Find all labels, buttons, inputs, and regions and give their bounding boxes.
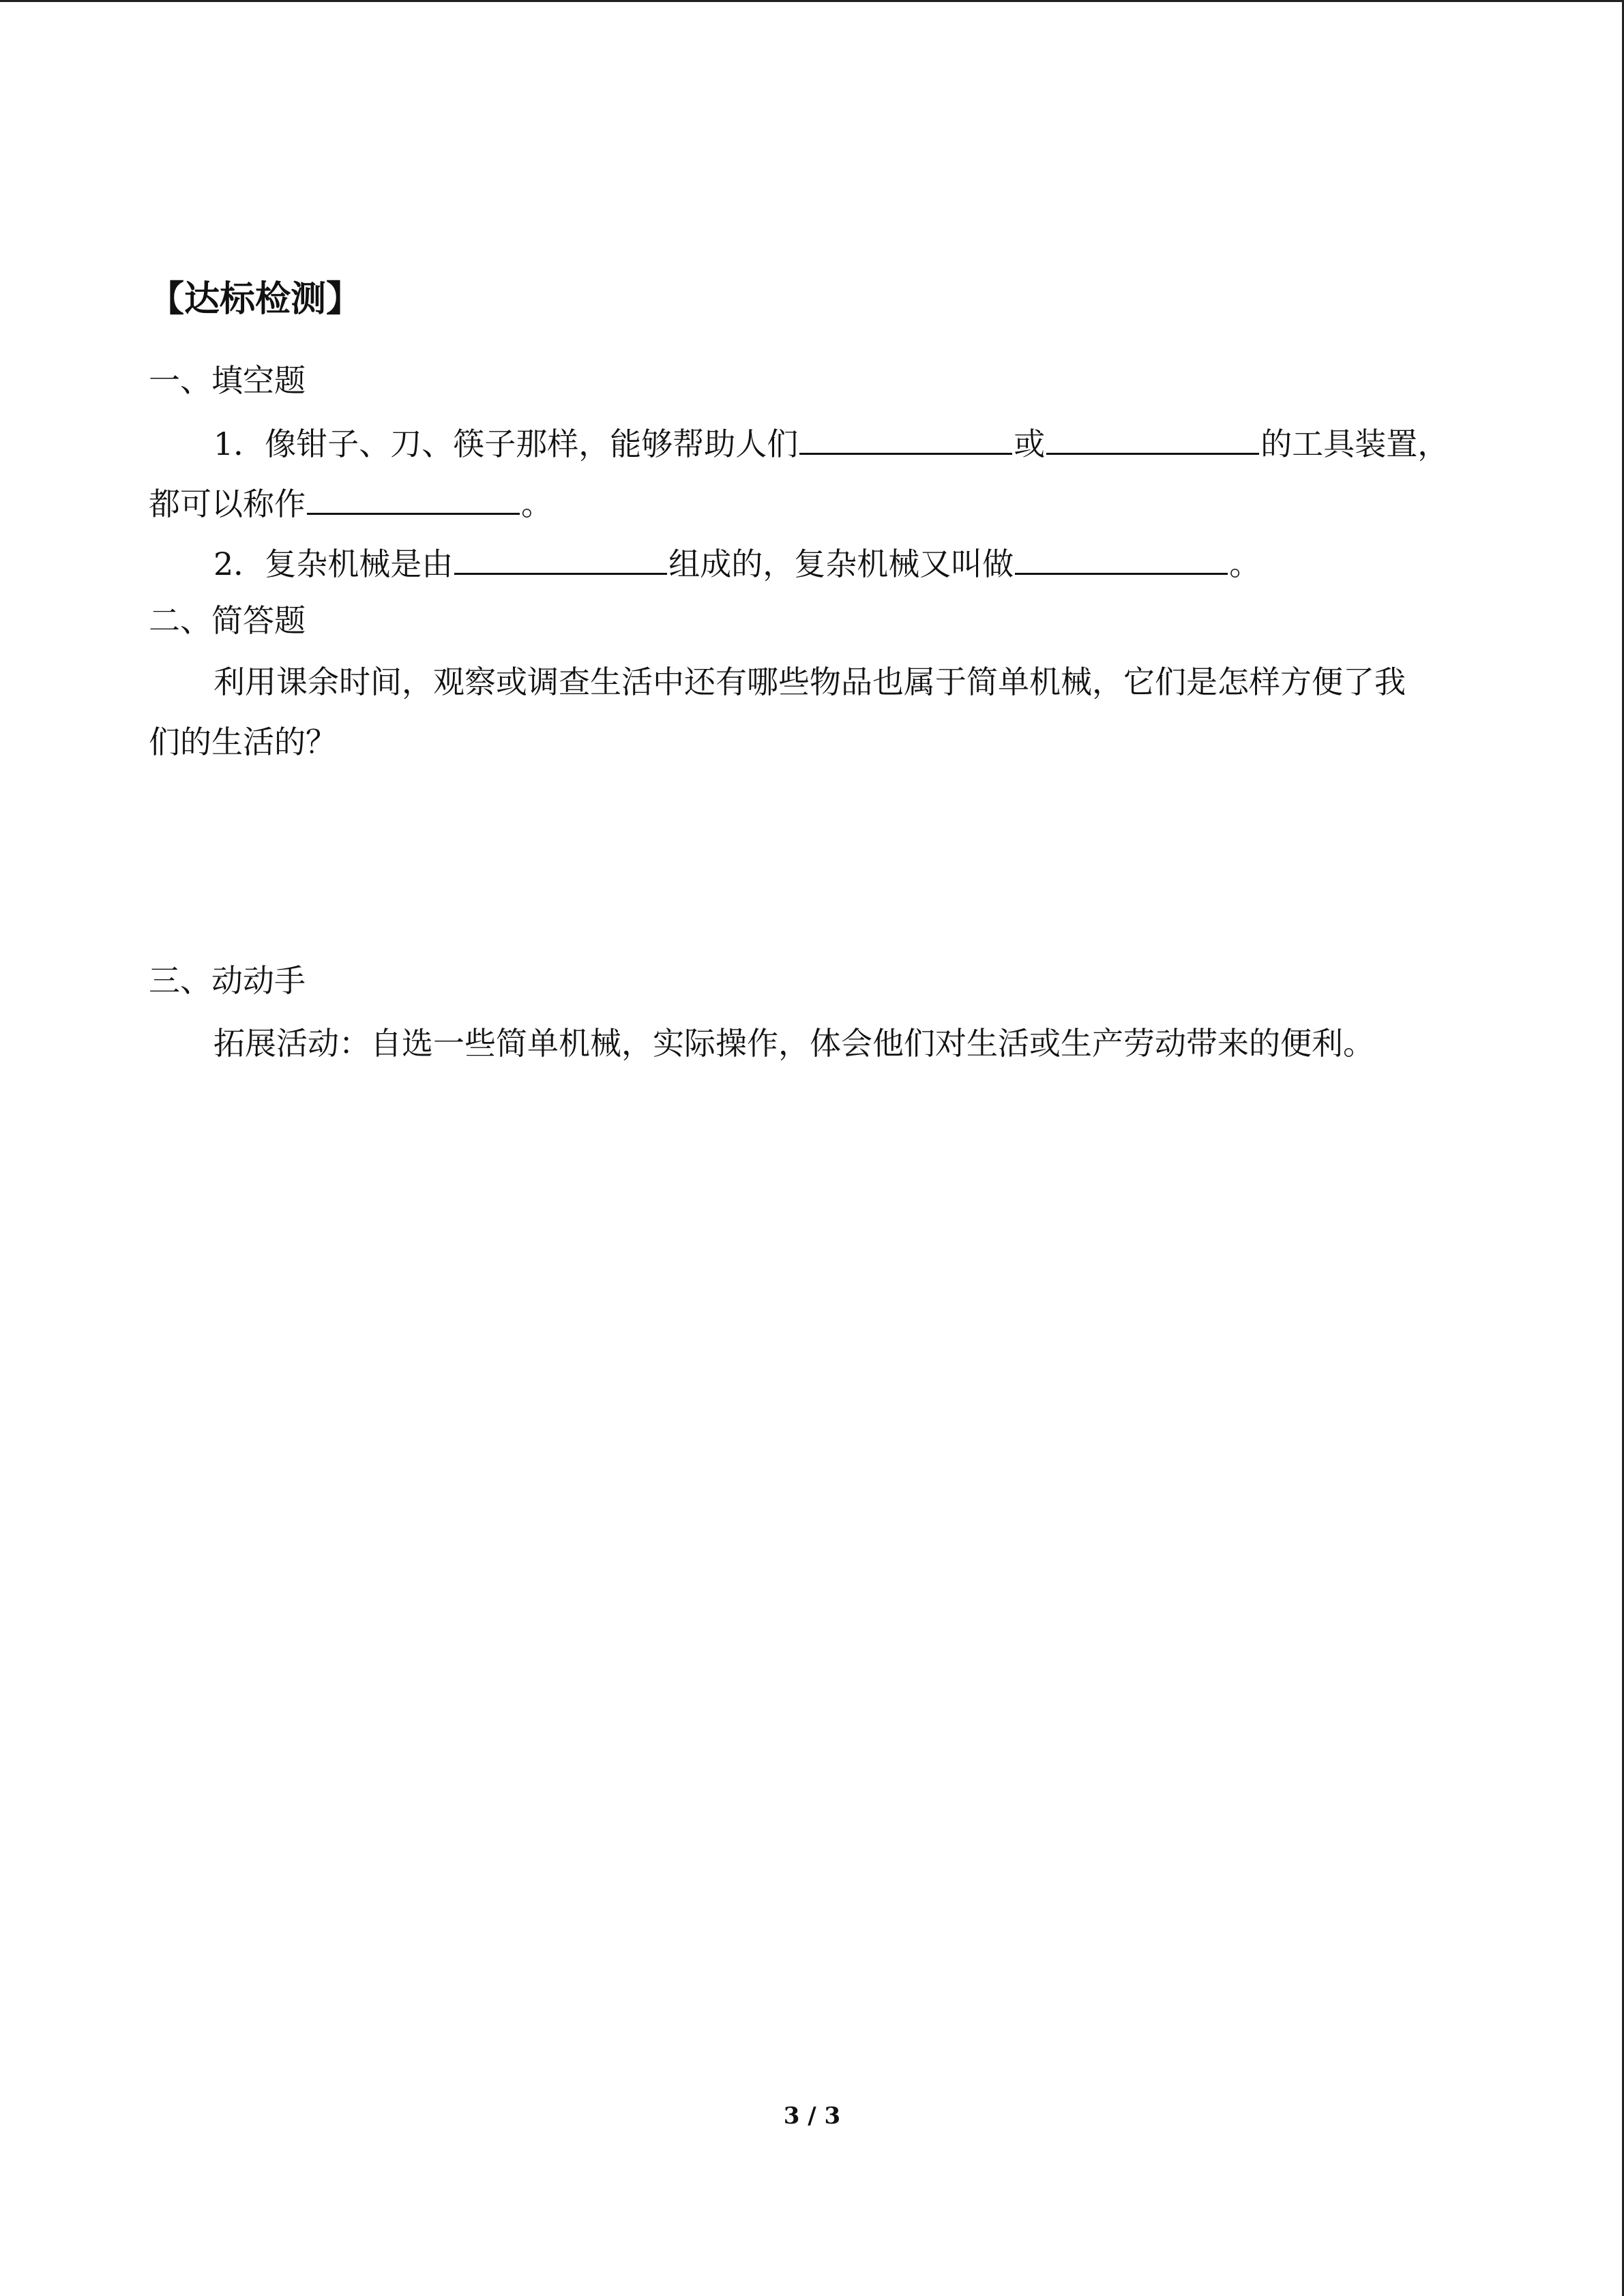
answer-blank[interactable]: [1046, 421, 1259, 455]
question-2-line: [213, 541, 1260, 584]
hands-on-title: 三、动动手: [149, 962, 306, 999]
short-answer-question-line-2: 们的生活的？: [149, 724, 337, 760]
question-1-text: 1．像钳子、刀、筷子那样，能够帮助人们: [213, 426, 799, 462]
page-border-top: [0, 0, 1624, 2]
answer-blank[interactable]: [307, 481, 520, 515]
question-2-text: 。: [1229, 546, 1261, 582]
question-2-text: 2．复杂机械是由: [213, 546, 454, 582]
fill-blank-title: 一、填空题: [149, 362, 306, 399]
question-1-text: 。: [521, 486, 552, 522]
page-number: 3 / 3: [783, 2102, 841, 2130]
question-1-line-1: [213, 421, 1449, 464]
section-heading: 【达标检测】: [149, 278, 362, 320]
short-answer-title: 二、简答题: [149, 602, 306, 639]
question-1-text: 的工具装置，: [1260, 426, 1449, 462]
answer-blank[interactable]: [1015, 541, 1228, 575]
answer-blank[interactable]: [454, 541, 667, 575]
question-1-text: 都可以称作: [149, 486, 306, 522]
short-answer-question-line-1: 利用课余时间，观察或调查生活中还有哪些物品也属于简单机械，它们是怎样方便了我: [213, 664, 1406, 700]
answer-blank[interactable]: [799, 421, 1012, 455]
question-2-text: 组成的，复杂机械又叫做: [668, 546, 1014, 582]
question-1-line-2: [149, 481, 552, 524]
question-1-text: 或: [1014, 426, 1046, 462]
hands-on-activity: 拓展活动：自选一些简单机械，实际操作，体会他们对生活或生产劳动带来的便利。: [213, 1025, 1374, 1062]
